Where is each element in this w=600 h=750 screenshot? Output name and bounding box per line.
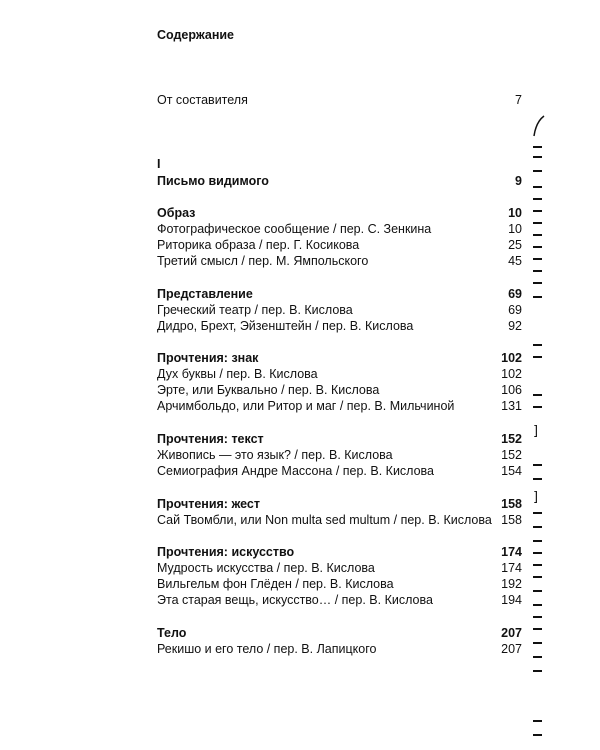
entry-title: От составителя xyxy=(157,93,248,107)
toc-entry xyxy=(157,302,522,318)
toc-entry xyxy=(157,447,522,463)
entry-page: 92 xyxy=(508,319,522,333)
tick-mark xyxy=(533,270,542,272)
entry-title: Третий смысл / пер. М. Ямпольского xyxy=(157,254,369,268)
section-page: 174 xyxy=(501,545,522,559)
entry-page: 131 xyxy=(501,399,522,413)
entry-page: 152 xyxy=(501,448,522,462)
tick-mark xyxy=(533,356,542,358)
tick-mark xyxy=(533,670,542,672)
toc-entry xyxy=(157,641,522,657)
tick-mark xyxy=(533,526,542,528)
entry-page: 192 xyxy=(501,577,522,591)
entry-title: Эта старая вещь, искусство… / пер. В. Кислова xyxy=(157,593,433,607)
tick-mark xyxy=(533,258,542,260)
tick-mark xyxy=(533,282,542,284)
tick-mark xyxy=(533,394,542,396)
entry-title: Мудрость искусства / пер. В. Кислова xyxy=(157,561,375,575)
entry-title: Фотографическое сообщение / пер. С. Зенкина xyxy=(157,222,432,236)
entry-page: 106 xyxy=(501,383,522,397)
tick-mark xyxy=(533,222,542,224)
curve-mark xyxy=(530,112,550,142)
toc-entry xyxy=(157,253,522,269)
section-page: 69 xyxy=(508,287,522,301)
tick-mark xyxy=(533,540,542,542)
toc-entry xyxy=(157,592,522,608)
toc-section-heading xyxy=(157,205,522,221)
section-title: Прочтения: искусство xyxy=(157,545,295,559)
toc-entry xyxy=(157,237,522,253)
tick-mark xyxy=(533,590,542,592)
entry-page: 45 xyxy=(508,254,522,268)
entry-title: Вильгельм фон Глёден / пер. В. Кислова xyxy=(157,577,394,591)
toc-entry xyxy=(157,576,522,592)
toc-section-heading xyxy=(157,286,522,302)
entry-page: 9 xyxy=(515,174,522,188)
toc-section-heading xyxy=(157,496,522,512)
toc-entry xyxy=(157,398,522,414)
tick-mark xyxy=(533,344,542,346)
entry-page: 174 xyxy=(501,561,522,575)
entry-title: Рекишо и его тело / пер. В. Лапицкого xyxy=(157,642,377,656)
section-title: Тело xyxy=(157,626,187,640)
toc-entry xyxy=(157,463,522,479)
bracket-mark: ] xyxy=(533,424,539,439)
tick-mark xyxy=(533,656,542,658)
entry-page: 102 xyxy=(501,367,522,381)
entry-page: 158 xyxy=(501,513,522,527)
entry-page: 207 xyxy=(501,642,522,656)
toc-section-heading xyxy=(157,544,522,560)
entry-page: 10 xyxy=(508,222,522,236)
section-title: Прочтения: жест xyxy=(157,497,260,511)
toc-section-heading xyxy=(157,431,522,447)
tick-mark xyxy=(533,734,542,736)
section-page: 152 xyxy=(501,432,522,446)
tick-mark xyxy=(533,564,542,566)
section-page: 158 xyxy=(501,497,522,511)
entry-title: Живопись — это язык? / пер. В. Кислова xyxy=(157,448,393,462)
tick-mark xyxy=(533,552,542,554)
section-page: 10 xyxy=(508,206,522,220)
entry-title: Семиография Андре Массона / пер. В. Кислова xyxy=(157,464,435,478)
tick-mark xyxy=(533,198,542,200)
entry-title: Арчимбольдо, или Ритор и маг / пер. В. Мильчиной xyxy=(157,399,455,413)
tick-mark xyxy=(533,186,542,188)
toc-entry-foreword xyxy=(157,92,522,108)
entry-title: Риторика образа / пер. Г. Косикова xyxy=(157,238,360,252)
tick-mark xyxy=(533,170,542,172)
part-number: I xyxy=(157,157,161,171)
entry-page: 194 xyxy=(501,593,522,607)
tick-mark xyxy=(533,246,542,248)
tick-mark xyxy=(533,642,542,644)
toc-section-heading xyxy=(157,625,522,641)
tick-mark xyxy=(533,478,542,480)
tick-mark xyxy=(533,296,542,298)
bracket-mark: ] xyxy=(533,490,539,505)
entry-page: 25 xyxy=(508,238,522,252)
toc-heading: Содержание xyxy=(157,28,235,42)
entry-page: 69 xyxy=(508,303,522,317)
toc-entry-part xyxy=(157,173,522,189)
toc-entry xyxy=(157,318,522,334)
toc-section-heading xyxy=(157,350,522,366)
tick-mark xyxy=(533,720,542,722)
section-title: Образ xyxy=(157,206,196,220)
tick-mark xyxy=(533,616,542,618)
toc-entry xyxy=(157,560,522,576)
toc-entry xyxy=(157,221,522,237)
tick-mark xyxy=(533,406,542,408)
tick-mark xyxy=(533,512,542,514)
tick-mark xyxy=(533,234,542,236)
entry-title: Греческий театр / пер. В. Кислова xyxy=(157,303,353,317)
entry-title: Письмо видимого xyxy=(157,174,269,188)
section-title: Прочтения: текст xyxy=(157,432,264,446)
section-page: 207 xyxy=(501,626,522,640)
tick-mark xyxy=(533,604,542,606)
section-title: Представление xyxy=(157,287,253,301)
toc-entry xyxy=(157,382,522,398)
section-page: 102 xyxy=(501,351,522,365)
entry-title: Эрте, или Буквально / пер. В. Кислова xyxy=(157,383,380,397)
margin-tick-marks xyxy=(528,0,548,750)
entry-title: Сай Твомбли, или Non multa sed multum / пер. В. Кислова xyxy=(157,513,492,527)
toc-entry xyxy=(157,366,522,382)
tick-mark xyxy=(533,210,542,212)
tick-mark xyxy=(533,576,542,578)
tick-mark xyxy=(533,464,542,466)
entry-page: 7 xyxy=(515,93,522,107)
toc-entry xyxy=(157,512,522,528)
entry-title: Дух буквы / пер. В. Кислова xyxy=(157,367,318,381)
tick-mark xyxy=(533,156,542,158)
section-title: Прочтения: знак xyxy=(157,351,259,365)
tick-mark xyxy=(533,146,542,148)
entry-title: Дидро, Брехт, Эйзенштейн / пер. В. Кислова xyxy=(157,319,414,333)
entry-page: 154 xyxy=(501,464,522,478)
tick-mark xyxy=(533,628,542,630)
